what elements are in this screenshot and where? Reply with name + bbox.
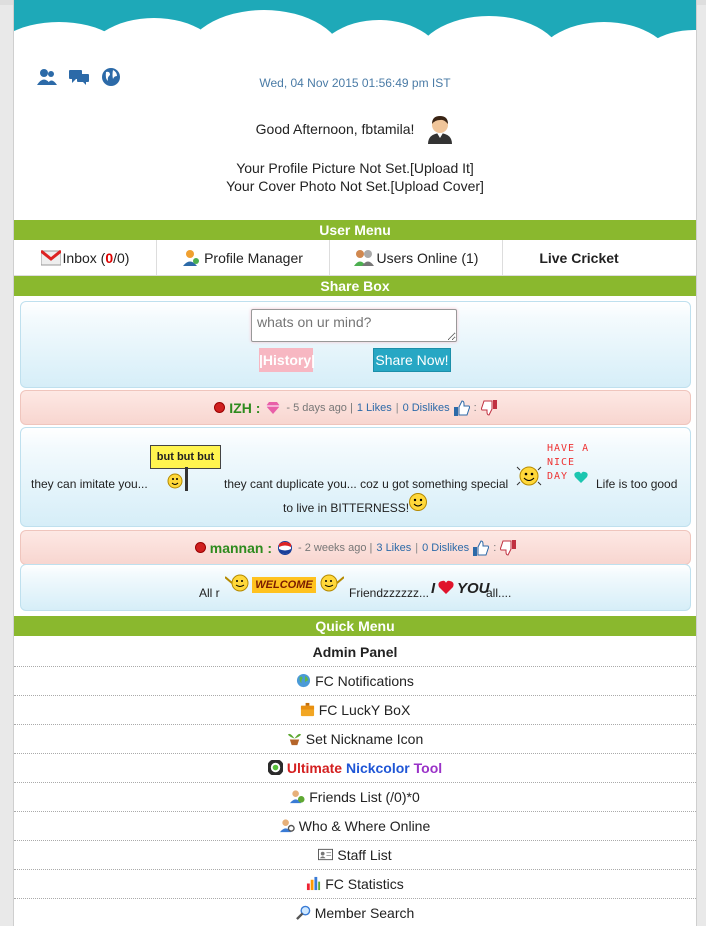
globe-icon [296,673,311,688]
have-a-nice-day-sticker: HAVE A NICE DAY [547,443,590,482]
quick-ultimate-nickcolor-tool[interactable] [14,754,696,783]
avatar[interactable] [426,114,454,147]
quick-item-label: Member Search [314,905,415,921]
quick-item-label: FC LuckY BoX [318,702,411,718]
quick-staff-list[interactable] [14,841,696,870]
user-search-icon [280,818,295,833]
share-box [20,301,691,388]
plant-icon [287,731,302,746]
quick-friends-list[interactable] [14,783,696,812]
status-dot-icon [195,542,206,553]
post-body [20,564,691,611]
profile-manager-link[interactable] [157,240,330,275]
post-text-part: Friendzzzzzz... [349,586,430,600]
quick-item-label: Who & Where Online [298,818,431,834]
dislikes-link[interactable]: 0 Dislikes [422,541,470,554]
share-now-button[interactable]: Share Now! [373,348,451,372]
user-menu [14,240,696,276]
sign-sticker: but but but [150,445,221,469]
nickcolor-word-3: Tool [413,760,443,776]
inbox-count: 0 [105,249,114,266]
thumbs-down-icon[interactable] [481,400,497,416]
share-input[interactable] [251,309,457,342]
quick-item-label: FC Notifications [315,673,414,689]
users-online-icon [354,249,374,267]
left-smiley-icon [225,573,251,593]
post-header [20,390,691,425]
quick-item-label: Friends List (/0)*0 [309,789,420,805]
magnifier-icon [296,905,311,920]
nickcolor-word-1: Ultimate [286,760,343,776]
red-heart-icon [438,580,454,594]
quick-admin-panel[interactable] [14,638,696,667]
separator: | [415,541,419,554]
thumbs-up-icon[interactable] [473,540,489,556]
post-text-part: Life is too good [596,477,678,491]
greeting-line [14,114,696,147]
header-banner [14,0,696,60]
status-dot-icon [214,402,225,413]
thumbs-up-icon[interactable] [454,400,470,416]
users-online-link[interactable] [330,240,503,275]
profile-picture-notice[interactable]: Your Profile Picture Not Set.[Upload It] [236,160,474,176]
thumbs-down-icon[interactable] [500,540,516,556]
heart-icon [574,471,588,483]
greeting-text: Good Afternoon, fbtamila! [255,121,415,138]
id-card-icon [318,847,333,862]
giftbox-icon [300,702,315,717]
like-colon: : [473,401,477,414]
inbox-link[interactable] [14,240,157,275]
color-wheel-icon [268,760,283,775]
post-header [20,530,691,565]
sign-smiley-icon [165,467,191,491]
users-online-label: Users Online (1) [376,249,479,266]
like-colon: : [493,541,497,554]
live-cricket-link[interactable] [503,240,655,275]
quick-set-nickname-icon[interactable] [14,725,696,754]
post-text-part: to live in BITTERNESS! [283,501,410,515]
separator: | [395,401,399,414]
post-username[interactable]: IZH : [229,399,261,416]
live-cricket-label: Live Cricket [539,249,619,266]
quick-member-search[interactable] [14,899,696,926]
post-time: - 5 days ago | [286,401,353,414]
friends-icon [290,789,305,804]
user-menu-title: User Menu [14,220,696,240]
quick-menu-title: Quick Menu [14,616,696,636]
likes-link[interactable]: 1 Likes [356,401,392,414]
post-text-part: All r [199,586,220,600]
post-text-part: they can imitate you... [31,477,148,491]
post-body [20,427,691,527]
current-datetime: Wed, 04 Nov 2015 01:56:49 pm IST [259,76,451,90]
inbox-label: Inbox ( [62,249,106,266]
quick-fc-lucky-box[interactable] [14,696,696,725]
quick-who-where-online[interactable] [14,812,696,841]
quick-item-label: Staff List [337,847,392,863]
right-smiley-icon [318,573,344,593]
pepsi-icon [278,541,292,555]
smiley-sparkle-icon [516,464,542,488]
quick-item-label: Set Nickname Icon [305,731,424,747]
diamond-icon [266,402,280,414]
mail-icon [41,250,61,266]
quick-item-label: Admin Panel [312,644,398,660]
quick-fc-statistics[interactable] [14,870,696,899]
post-time: - 2 weeks ago | [297,541,373,554]
post-text-part: all.... [486,586,512,600]
you-text: YOU [457,580,490,597]
bar-chart-icon [306,876,321,891]
share-box-title: Share Box [14,276,696,296]
quick-item-label: FC Statistics [325,876,404,892]
nickcolor-word-2: Nickcolor [345,760,410,776]
history-button[interactable]: |History| [259,348,313,372]
likes-link[interactable]: 3 Likes [376,541,412,554]
profile-icon [183,249,201,267]
post-username[interactable]: mannan : [209,539,272,556]
inbox-suffix: /0) [113,249,130,266]
welcome-banner: WELCOME [252,577,316,593]
dislikes-link[interactable]: 0 Dislikes [402,401,450,414]
quick-fc-notifications[interactable] [14,667,696,696]
smiley-icon [408,492,428,512]
profile-manager-label: Profile Manager [204,249,303,266]
post-text-part: they cant duplicate you... coz u got something special [224,477,509,491]
cover-photo-notice[interactable]: Your Cover Photo Not Set.[Upload Cover] [226,178,484,194]
i-text: I [431,580,436,597]
page-container [13,0,697,926]
